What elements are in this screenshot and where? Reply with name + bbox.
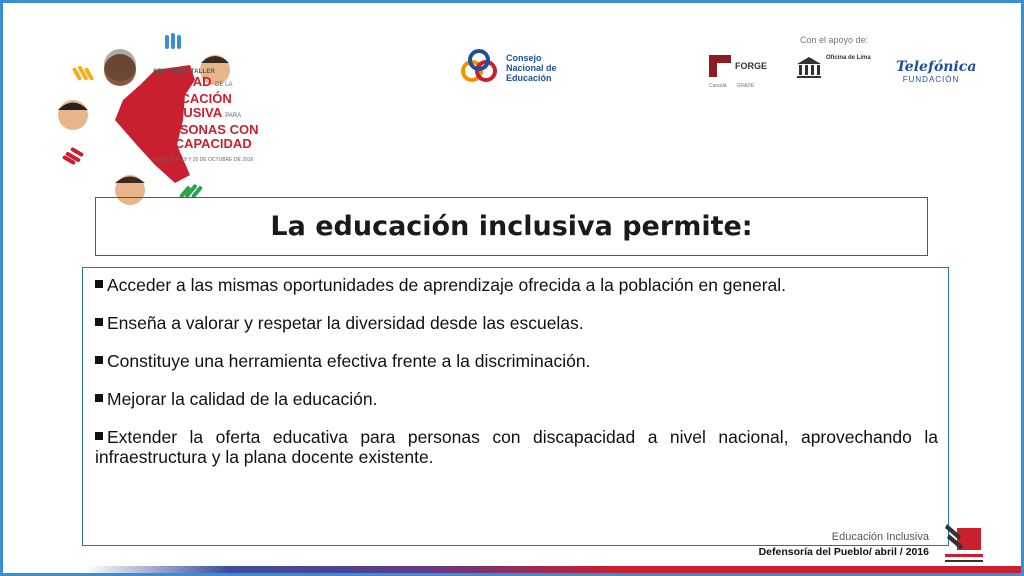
footer-org: Defensoría del Pueblo/ abril / 2016 — [758, 546, 929, 558]
square-bullet-icon — [95, 432, 103, 440]
cne-logo — [458, 47, 557, 89]
defensoria-emblem-icon — [943, 520, 985, 566]
seminar-line-5: DISCAPACIDAD — [153, 136, 252, 151]
content-box — [82, 267, 949, 546]
forge-logo: FORGE Canadá GRADE — [709, 55, 781, 95]
bullet-item: Constituye una herramienta efectiva frente a la discriminación. — [95, 351, 938, 371]
unesco-temple-icon — [796, 55, 822, 79]
bullet-item: Mejorar la calidad de la educación. — [95, 389, 938, 409]
footer-label: Educación Inclusiva — [831, 531, 929, 543]
seminar-label: SEMINARIO TALLER — [153, 69, 216, 75]
unesco-logo: Oficina de Lima — [796, 55, 886, 97]
title-box — [95, 197, 928, 256]
bullet-item: Extender la oferta educativa para personas con discapacidad a nivel nacional, aprovechando la infraestructura y la plana docente existente. — [95, 427, 938, 467]
cne-name: Consejo Nacional de Educación — [506, 53, 557, 83]
bullet-item: Enseña a valorar y respetar la diversidad desde las escuelas. — [95, 313, 938, 333]
square-bullet-icon — [95, 280, 103, 288]
bottom-stripe — [3, 566, 1024, 576]
square-bullet-icon — [95, 318, 103, 326]
seminar-line-3: INCLUSIVA PARA — [153, 105, 242, 120]
slide-title: La educación inclusiva permite: — [270, 211, 753, 242]
seminar-line-4: PERSONAS CON — [153, 122, 259, 137]
telefonica-logo: Telefónica FUNDACIÓN — [896, 59, 977, 84]
defensoria-logo — [943, 520, 985, 570]
support-title: Con el apoyo de: — [800, 35, 869, 45]
square-bullet-icon — [95, 394, 103, 402]
seminar-line-1: CALIDAD DE LA — [153, 74, 233, 89]
forge-emblem-icon — [709, 55, 731, 77]
bullet-item: Acceder a las mismas oportunidades de aprendizaje ofrecida a la población en general. — [95, 275, 938, 295]
seminar-line-2: EDUCACIÓN — [153, 91, 232, 106]
cne-emblem-icon — [458, 47, 500, 89]
seminar-date: AREQUIPA, 19 Y 20 DE OCTUBRE DE 2016 — [153, 157, 254, 163]
seminar-title-block — [153, 69, 313, 163]
square-bullet-icon — [95, 356, 103, 364]
